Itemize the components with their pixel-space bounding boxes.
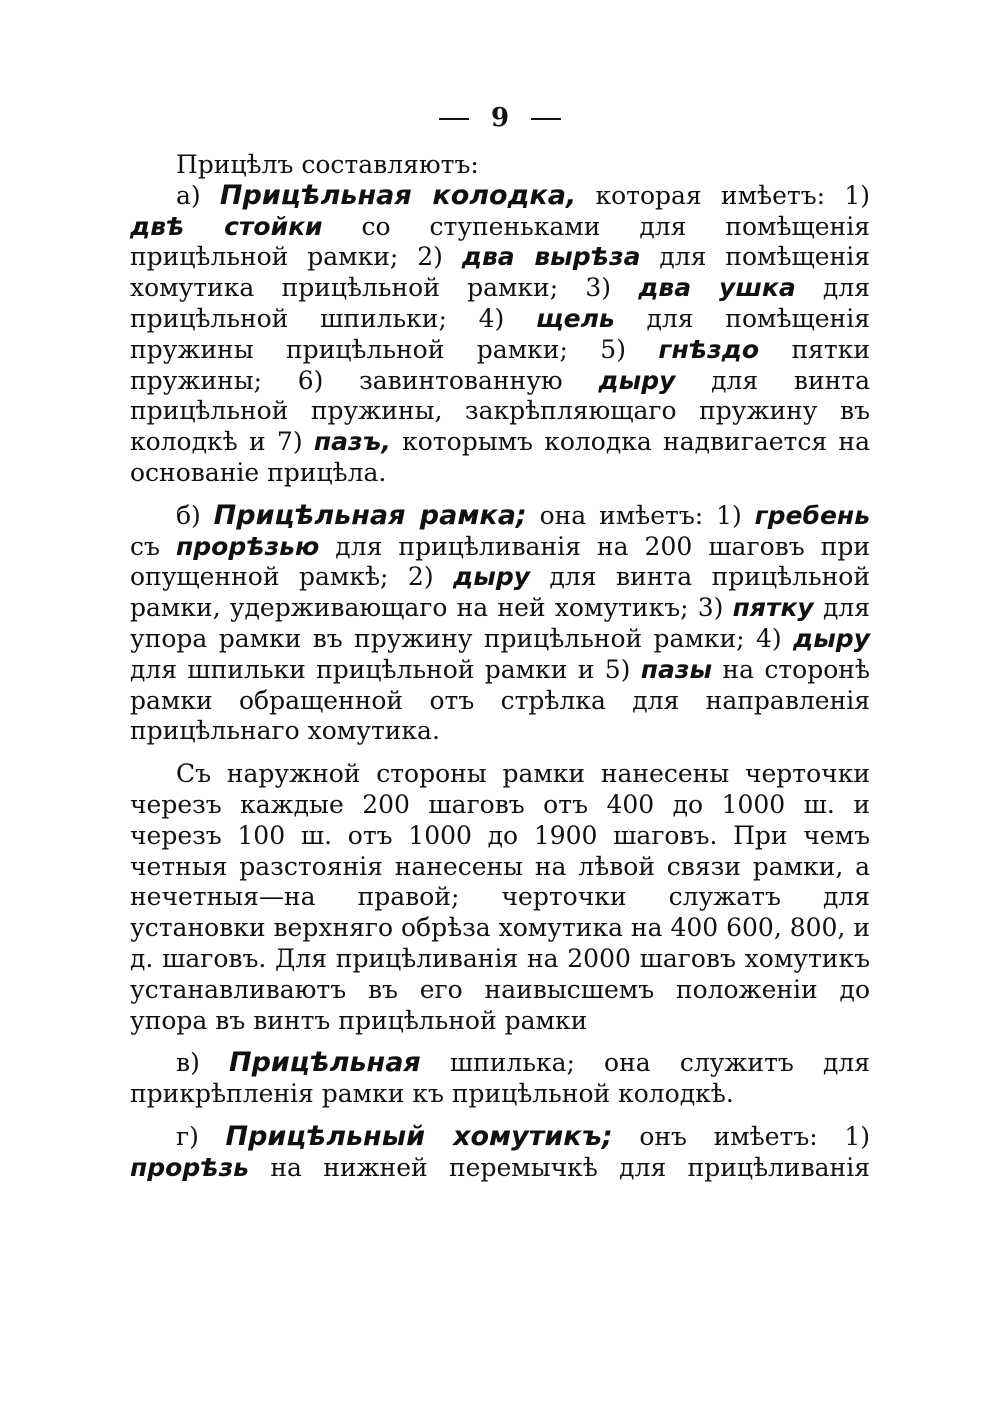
intro-text: Прицѣлъ составляютъ: — [176, 150, 479, 179]
scale-text: Съ наружной стороны рамки нанесены черточки черезъ каждые 200 шаговъ отъ 400 до 1000 ш. и черезъ 100 ш. отъ 1000 до 1900 шаговъ. При чемъ четныя разстоянія нанесены на лѣвой связи рамки, а нечетныя—на правой; черточки служатъ для установки верхняго обрѣза хомутика на 400 600, 800, и д. шаговъ. Для прицѣливанія на 2000 шаговъ хомутикъ устанавливаютъ въ его наивысшемъ положеніи до упора въ винтъ прицѣльной рамки — [130, 759, 870, 1035]
section-b-term: пятку — [732, 593, 814, 623]
section-b-text: на сторонѣ рамки обращенной отъ стрѣлка для направленія прицѣльнаго хомутика. — [130, 654, 870, 746]
section-g-text: онъ имѣетъ: 1) — [612, 1121, 870, 1151]
section-b-term: Прицѣльная рамка; — [213, 499, 527, 531]
section-a-term: щель — [536, 303, 615, 333]
section-b-term: дыру — [453, 562, 531, 592]
section-v-paragraph — [130, 1048, 870, 1110]
section-a-text: для прицѣльной шпильки; 4) — [130, 273, 870, 333]
page-number-header — [130, 100, 870, 136]
intro-line — [130, 150, 870, 181]
section-b-term: гребень — [754, 500, 870, 530]
section-b-text: б) — [176, 500, 214, 530]
section-b-paragraph — [130, 501, 870, 747]
page-number: 9 — [490, 103, 510, 133]
section-a-text: которая имѣетъ: 1) — [576, 180, 870, 210]
section-a-text: для помѣщенія пружины прицѣльной рамки; 5) — [130, 303, 870, 364]
section-g-text: на нижней перемычкѣ для прицѣливанія — [248, 1152, 870, 1182]
section-a-term: Прицѣльная колодка, — [219, 179, 577, 211]
section-a-text: а) — [176, 180, 220, 210]
header-dash-left — [439, 118, 469, 120]
section-b-text: для винта прицѣльной рамки, удерживающаго на ней хомутикъ; 3) — [130, 562, 870, 623]
section-a-term: гнѣздо — [658, 334, 760, 364]
section-g-term: прорѣзь — [130, 1152, 249, 1182]
section-g-text: г) — [176, 1121, 226, 1151]
section-a-term: пазъ, — [313, 427, 391, 457]
section-b-term: дыру — [793, 623, 870, 653]
section-v-term: Прицѣльная — [228, 1047, 421, 1079]
section-a-term: двѣ стойки — [130, 211, 323, 241]
section-a-text: для помѣщенія хомутика прицѣльной рамки; 3) — [130, 242, 870, 303]
section-v-text: шпилька; она служитъ для прикрѣпленія рамки къ прицѣльной колодкѣ. — [130, 1048, 870, 1109]
section-b-term: прорѣзью — [175, 531, 320, 561]
section-b-text: для шпильки прицѣльной рамки и 5) — [130, 654, 641, 684]
section-g-paragraph — [130, 1122, 870, 1184]
section-b-text: для упора рамки въ пружину прицѣльной рамки; 4) — [130, 593, 870, 653]
document-page — [130, 100, 870, 1184]
section-v-text: в) — [176, 1048, 229, 1078]
section-a-text: которымъ колодка надвигается на основаніе прицѣла. — [130, 427, 870, 487]
section-b-text: для прицѣливанія на 200 шаговъ при опущенной рамкѣ; 2) — [130, 531, 870, 592]
section-a-text: для винта прицѣльной пружины, закрѣпляющаго пружину въ колодкѣ и 7) — [130, 365, 870, 457]
section-g-term: Прицѣльный хомутикъ; — [225, 1120, 613, 1152]
header-dash-right — [531, 118, 561, 120]
section-b-text: она имѣетъ: 1) — [526, 500, 755, 530]
section-a-term: два ушка — [638, 273, 796, 303]
section-a-text: пятки пружины; 6) завинтованную — [130, 334, 870, 395]
section-b-text: съ — [130, 531, 176, 561]
scale-paragraph — [130, 759, 870, 1036]
section-a-text: со ступеньками для помѣщенія прицѣльной рамки; 2) — [130, 211, 870, 272]
section-a-term: дыру — [598, 365, 676, 395]
section-b-term: пазы — [640, 654, 713, 684]
section-a-term: два вырѣза — [461, 242, 641, 272]
section-a-paragraph — [130, 181, 870, 489]
